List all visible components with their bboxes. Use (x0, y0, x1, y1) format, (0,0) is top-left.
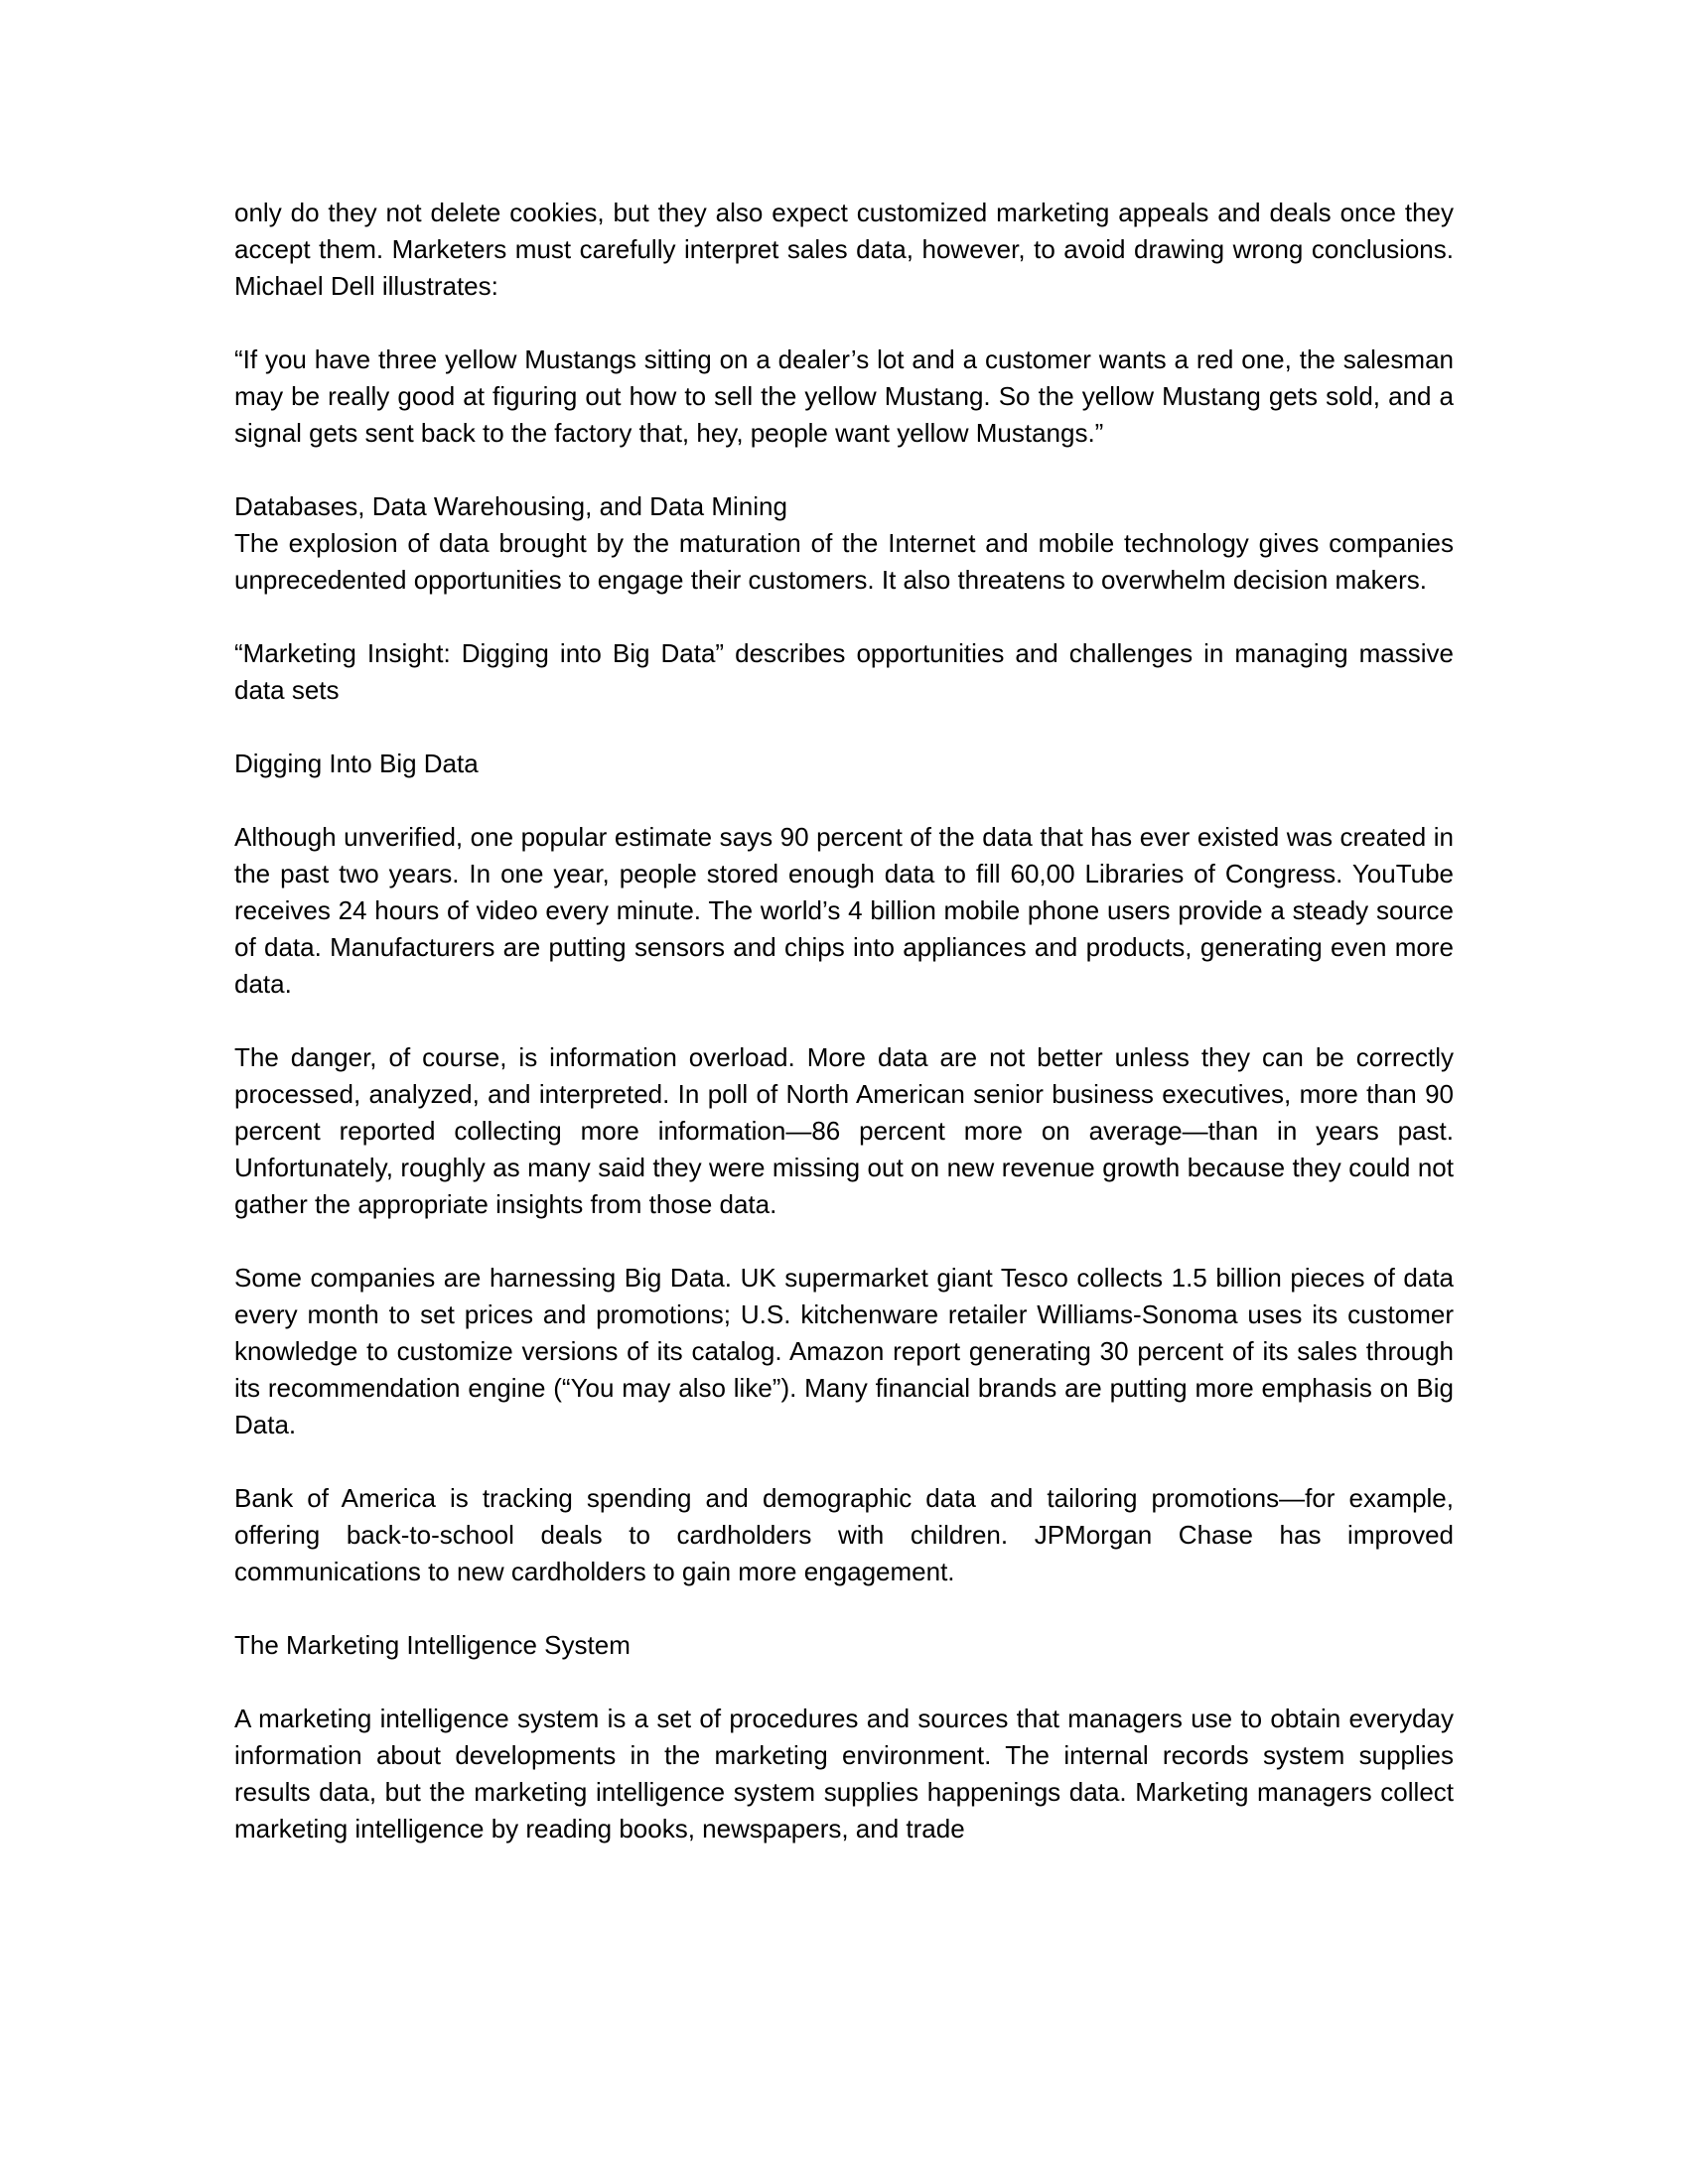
heading-databases-data-warehousing-data-mining: Databases, Data Warehousing, and Data Mining (234, 491, 787, 521)
paragraph-information-overload: The danger, of course, is information overload. More data are not better unless they can be correctly processed, analyzed, and interpreted. In poll of North American senior business executives, more than 90 percent reported collecting more information—86 percent more on average—than in years past. Unfortunately, roughly as many said they were missing out on new revenue growth because they could not gather the appropriate insights from those data. (234, 1042, 1454, 1219)
paragraph-marketing-insight-callout: “Marketing Insight: Digging into Big Data” describes opportunities and challenges in managing massive data sets (234, 638, 1454, 705)
paragraph-cookies-marketers: only do they not delete cookies, but they also expect customized marketing appeals and deals once they accept them. Marketers must carefully interpret sales data, however, to avoid drawing wrong conclusions. Michael Dell illustrates: (234, 198, 1454, 301)
paragraph-companies-harnessing-big-data: Some companies are harnessing Big Data. UK supermarket giant Tesco collects 1.5 billion pieces of data every month to set prices and promotions; U.S. kitchenware retailer Williams-Sonoma uses its customer knowledge to customize versions of its catalog. Amazon report generating 30 percent of its sales through its recommendation engine (“You may also like”). Many financial brands are putting more emphasis on Big Data. (234, 1263, 1454, 1439)
paragraph-data-explosion: The explosion of data brought by the maturation of the Internet and mobile technology gives companies unprecedented opportunities to engage their customers. It also threatens to overwhelm decision makers. (234, 528, 1454, 595)
paragraph-big-data-estimates: Although unverified, one popular estimate says 90 percent of the data that has ever existed was created in the past two years. In one year, people stored enough data to fill 60,00 Libraries of Congress. YouTube receives 24 hours of video every minute. The world’s 4 billion mobile phone users provide a steady source of data. Manufacturers are putting sensors and chips into appliances and products, generating even more data. (234, 822, 1454, 999)
heading-digging-into-big-data: Digging Into Big Data (234, 749, 479, 778)
heading-the-marketing-intelligence-system: The Marketing Intelligence System (234, 1630, 631, 1660)
paragraph-bank-of-america-jpmorgan: Bank of America is tracking spending and demographic data and tailoring promotions—for example, offering back-to-school deals to cardholders with children. JPMorgan Chase has improved communications to new cardholders to gain more engagement. (234, 1483, 1454, 1586)
blockquote-michael-dell-mustangs: “If you have three yellow Mustangs sitting on a dealer’s lot and a customer wants a red one, the salesman may be really good at figuring out how to sell the yellow Mustang. So the yellow Mustang gets sold, and a signal gets sent back to the factory that, hey, people want yellow Mustangs.” (234, 344, 1454, 448)
paragraph-marketing-intelligence-system-definition: A marketing intelligence system is a set of procedures and sources that managers use to obtain everyday information about developments in the marketing environment. The internal records system supplies results data, but the marketing intelligence system supplies happenings data. Marketing managers collect marketing intelligence by reading books, newspapers, and trade (234, 1704, 1454, 1843)
document-text-column (234, 195, 1454, 1847)
